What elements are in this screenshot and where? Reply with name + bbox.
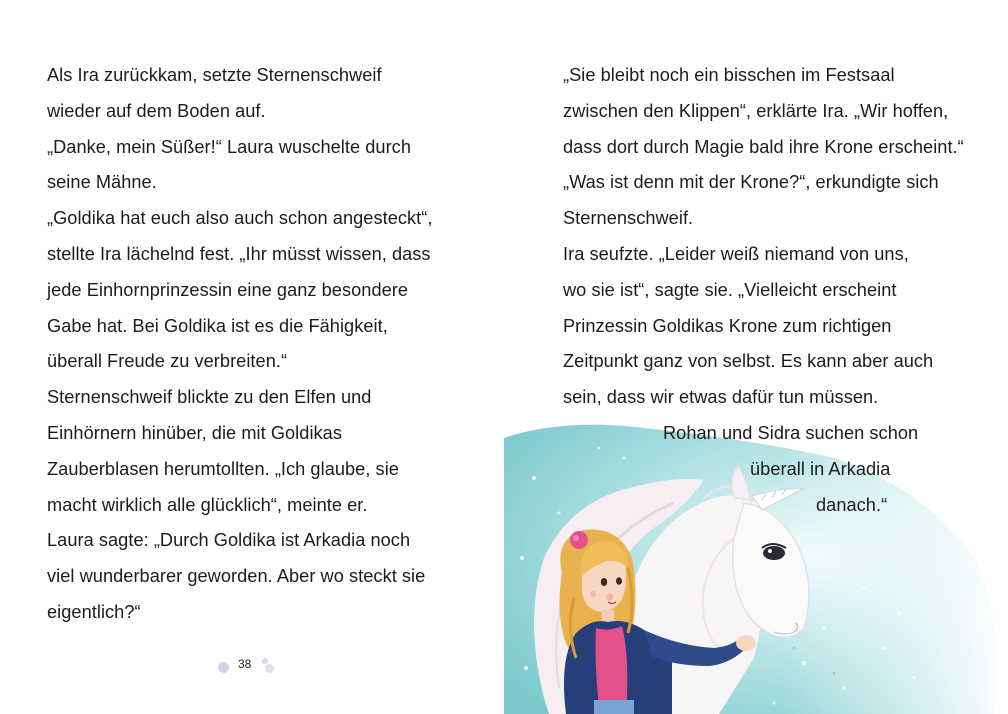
text-line: überall Freude zu verbreiten.“: [47, 351, 288, 372]
text-line: wieder auf dem Boden auf.: [47, 100, 266, 121]
text-line: stellte Ira lächelnd fest. „Ihr müsst wissen, dass: [47, 243, 431, 264]
text-line: Ira seufzte. „Leider weiß niemand von uns,: [563, 243, 909, 264]
text-line: eigentlich?“: [47, 601, 141, 622]
text-line: dass dort durch Magie bald ihre Krone erscheint.“: [563, 136, 964, 157]
text-line: macht wirklich alle glücklich“, meinte er.: [47, 494, 368, 515]
sparkle-dot-icon: [262, 658, 268, 664]
text-line: seine Mähne.: [47, 172, 157, 193]
text-line: wo sie ist“, sagte sie. „Vielleicht erscheint: [563, 279, 897, 300]
text-line: viel wunderbarer geworden. Aber wo steckt sie: [47, 566, 426, 587]
right-page-text: [563, 58, 1003, 416]
text-line: Einhörnern hinüber, die mit Goldikas: [47, 422, 342, 443]
text-line: Rohan und Sidra suchen schon: [663, 423, 919, 443]
text-line: „Goldika hat euch also auch schon angesteckt“,: [47, 208, 433, 229]
left-page-text: [47, 58, 487, 631]
page-number: 38: [238, 657, 252, 671]
sparkle-dot-icon: [265, 664, 274, 673]
text-line: „Danke, mein Süßer!“ Laura wuschelte durch: [47, 136, 411, 157]
text-line: überall in Arkadia: [750, 459, 891, 479]
text-line: Zeitpunkt ganz von selbst. Es kann aber auch: [563, 351, 934, 372]
sparkle-dot-icon: [218, 662, 229, 673]
text-line: Sternenschweif.: [563, 208, 694, 229]
text-line: Als Ira zurückkam, setzte Sternenschweif: [47, 65, 382, 85]
text-line: sein, dass wir etwas dafür tun müssen.: [563, 387, 879, 408]
text-line: „Was ist denn mit der Krone?“, erkundigte sich: [563, 172, 939, 193]
text-line: Prinzessin Goldikas Krone zum richtigen: [563, 315, 892, 336]
text-line: jede Einhornprinzessin eine ganz besondere: [47, 279, 409, 300]
text-line: danach.“: [816, 495, 888, 515]
text-line: zwischen den Klippen“, erklärte Ira. „Wir hoffen,: [563, 100, 949, 121]
text-line: „Sie bleibt noch ein bisschen im Festsaal: [563, 65, 895, 85]
right-page: [504, 0, 1008, 714]
text-line: Gabe hat. Bei Goldika ist es die Fähigkeit,: [47, 315, 388, 336]
text-line: Sternenschweif blickte zu den Elfen und: [47, 387, 372, 408]
text-line: Laura sagte: „Durch Goldika ist Arkadia noch: [47, 530, 411, 551]
text-line: Zauberblasen herumtollten. „Ich glaube, sie: [47, 458, 399, 479]
